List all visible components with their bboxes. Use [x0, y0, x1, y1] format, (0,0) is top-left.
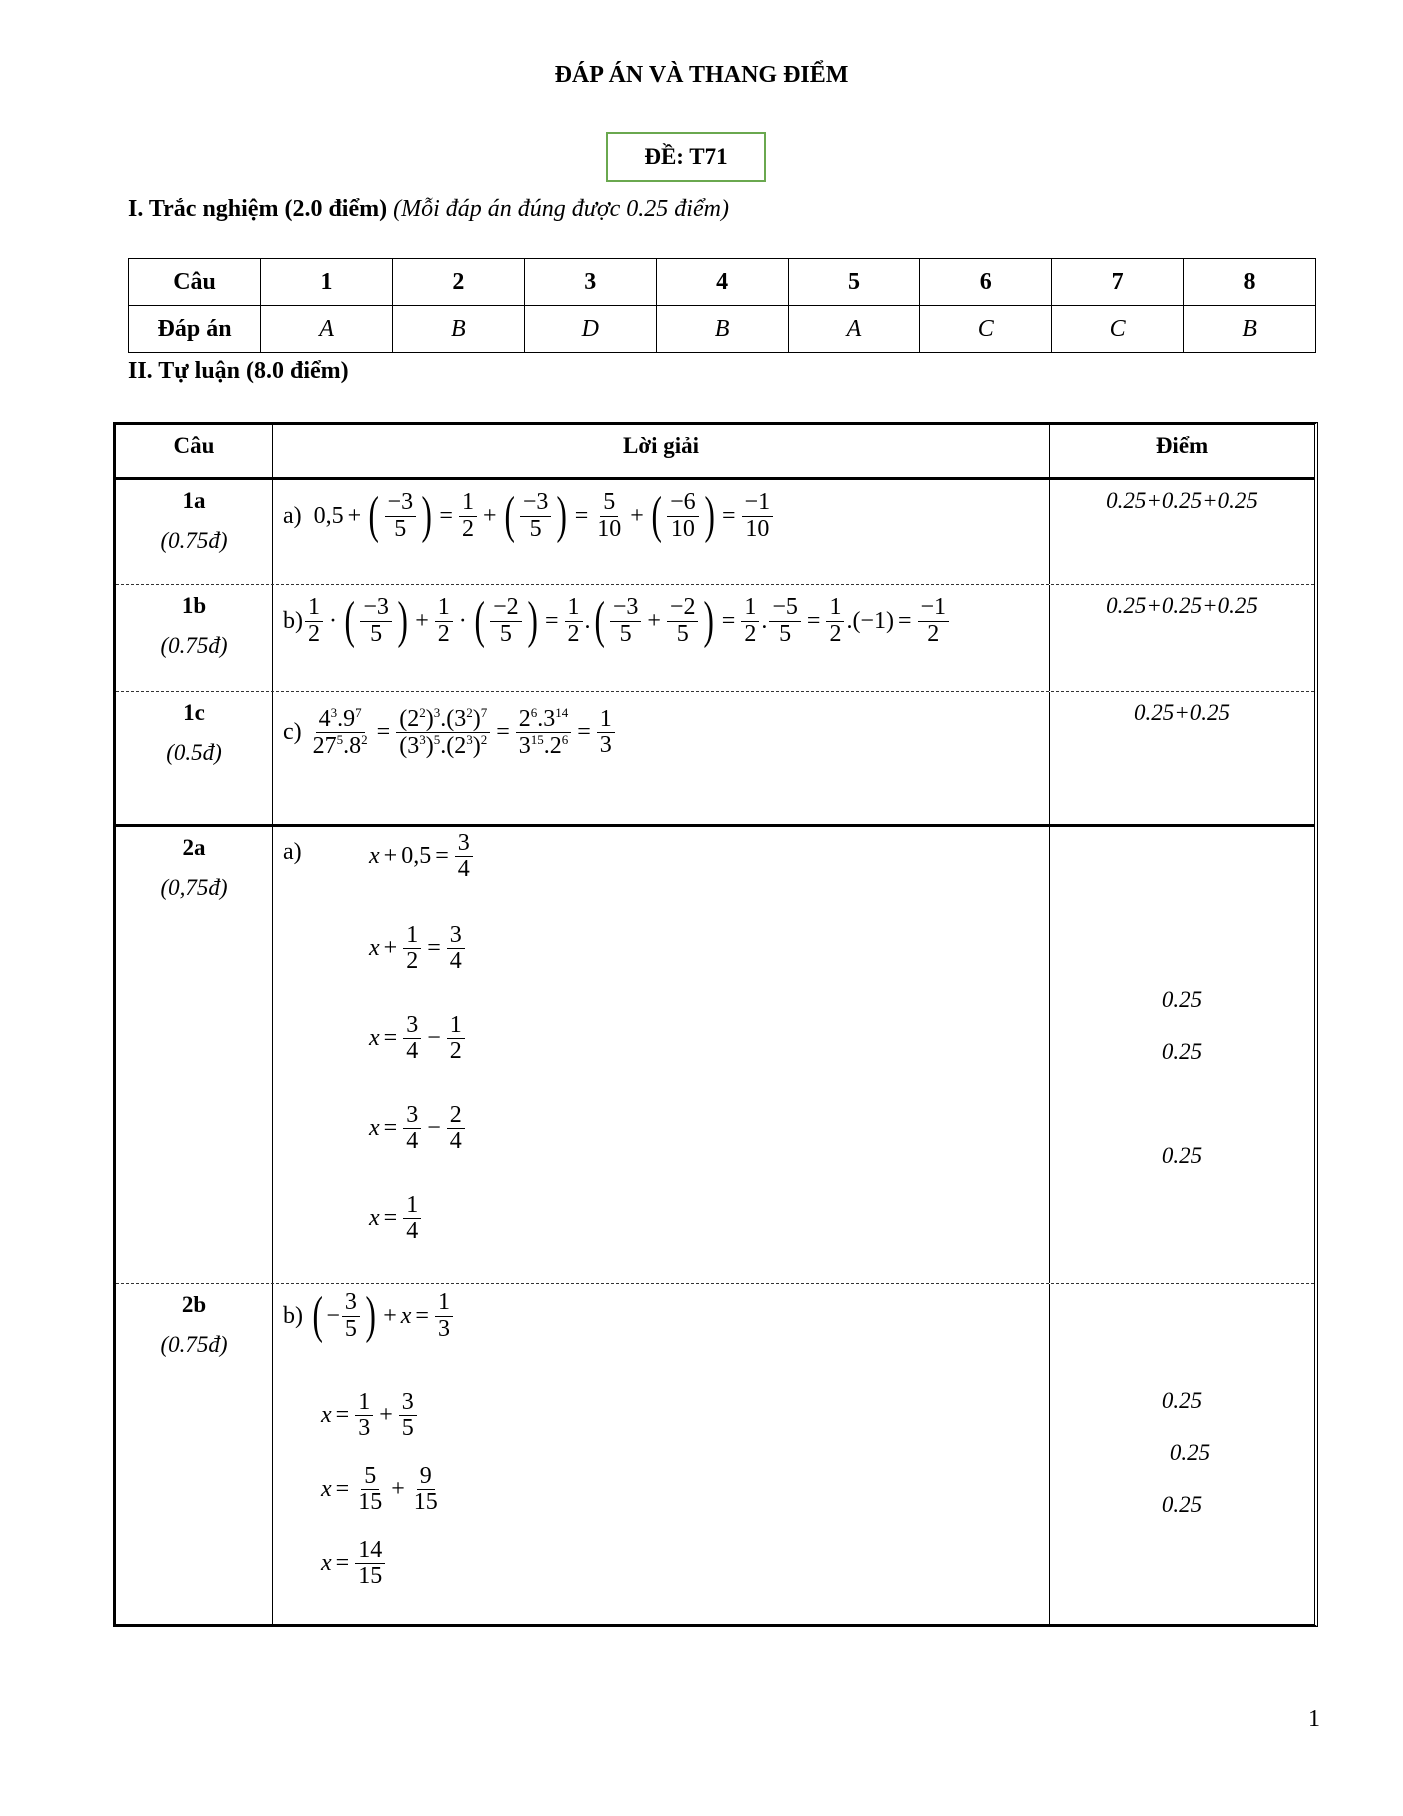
mc-label-question: Câu [129, 259, 261, 306]
mc-a5: A [788, 306, 920, 353]
score-step3: 0.25 [1161, 1492, 1203, 1517]
question-number: 2a [182, 835, 206, 860]
mc-a6: C [920, 306, 1052, 353]
mc-a4: B [656, 306, 788, 353]
section2-title: II. Tự luận (8.0 điểm) [128, 358, 349, 384]
mc-a3: D [524, 306, 656, 353]
solution-2a-line1-eq: x + 0,5 = $\frac{3}{4}$ [369, 831, 475, 882]
mc-q5: 5 [788, 259, 920, 306]
question-number: 1a [182, 488, 206, 513]
multiple-choice-table [128, 258, 1316, 353]
mc-a8: B [1184, 306, 1316, 353]
col-question-header: Câu [116, 425, 273, 477]
essay-row-2b [116, 1283, 1314, 1624]
mc-q1: 1 [261, 259, 393, 306]
solution-cell [273, 827, 1050, 1283]
score-step1: 0.25 [1161, 987, 1203, 1012]
section1-title: I. Trắc nghiệm (2.0 điểm) [128, 196, 388, 222]
solution-1a: a) 0,5 + ( $\frac{-3}{5}$ ) = $\frac{1}{2}$ + ( $\frac{-3}{5}$ ) = $\frac{5}{10}$ + ( $\frac{-6}{10}$ ) = $\frac{-1}{10}$ [283, 490, 775, 542]
score-step2: 0.25 [1169, 1440, 1211, 1465]
solution-2a-line1: a) [283, 839, 302, 865]
points-cell [1050, 480, 1314, 584]
score: 0.25+0.25+0.25 [1106, 593, 1258, 618]
mc-label-answer: Đáp án [129, 306, 261, 353]
col-points-header: Điểm [1155, 433, 1209, 458]
question-points: (0.75đ) [160, 1332, 228, 1357]
points-cell [1050, 585, 1314, 691]
col-solution-header: Lời giải [273, 425, 1050, 477]
question-points: (0.5đ) [166, 740, 222, 765]
page-title: ĐÁP ÁN VÀ THANG ĐIỂM [554, 62, 849, 88]
mc-q7: 7 [1052, 259, 1184, 306]
solution-cell [273, 1284, 1050, 1624]
question-cell [116, 585, 273, 691]
mc-q4: 4 [656, 259, 788, 306]
mc-a1: A [261, 306, 393, 353]
solution-2a-line2: x + $\frac{1}{2}$ = $\frac{3}{4}$ [369, 923, 467, 974]
essay-row-1b [116, 584, 1314, 691]
question-number: 2b [181, 1292, 207, 1317]
solution-2b-line4: x = $\frac{14}{15}$ [321, 1538, 387, 1589]
solution-2a-line5: x = $\frac{1}{4}$ [369, 1193, 423, 1244]
score-step1: 0.25 [1161, 1388, 1203, 1413]
question-cell [116, 1284, 273, 1624]
score-step3: 0.25 [1161, 1143, 1203, 1168]
solution-2a-line4: x = $\frac{3}{4}$ − $\frac{2}{4}$ [369, 1103, 467, 1154]
mc-q6: 6 [920, 259, 1052, 306]
mc-a2: B [392, 306, 524, 353]
question-number: 1b [181, 593, 207, 618]
question-cell [116, 827, 273, 1283]
solution-1b: b) $\frac{1}{2}$ · ( $\frac{-3}{5}$ ) + $\frac{1}{2}$ · ( $\frac{-2}{5}$ ) = $\frac{1}{2}$ . ( $\frac{-3}{5}$ + $\frac{-2}{5}$ ) = $\frac{1}{2}$ . $\frac{-5}{5}$ = $\frac{1}{2}$ .(−1) = $\frac{-1}{2}$ [283, 595, 951, 647]
solution-cell [273, 480, 1050, 584]
points-cell [1050, 1284, 1314, 1624]
question-cell [116, 692, 273, 824]
section1-note: (Mỗi đáp án đúng được 0.25 điểm) [393, 196, 729, 222]
solution-2b-line1: b) ( − $\frac{3}{5}$ ) + x = $\frac{1}{3}$ [283, 1290, 455, 1342]
essay-table [113, 422, 1318, 1627]
question-points: (0.75đ) [160, 633, 228, 658]
solution-2b-line2: x = $\frac{1}{3}$ + $\frac{3}{5}$ [321, 1390, 419, 1441]
question-points: (0.75đ) [160, 528, 228, 553]
essay-row-2a [116, 824, 1314, 1283]
question-points: (0,75đ) [160, 875, 228, 900]
solution-cell [273, 692, 1050, 824]
score: 0.25+0.25 [1133, 700, 1231, 725]
mc-a7: C [1052, 306, 1184, 353]
solution-2b-line3: x = $\frac{5}{15}$ + $\frac{9}{15}$ [321, 1463, 438, 1516]
score: 0.25+0.25+0.25 [1106, 488, 1258, 513]
page-number: 1 [1308, 1706, 1320, 1732]
exam-code-box: ĐỀ: T71 [606, 132, 766, 182]
mc-question-row [129, 259, 1316, 306]
question-cell [116, 480, 273, 584]
essay-row-1c [116, 691, 1314, 824]
essay-row-1a [116, 480, 1314, 584]
solution-cell [273, 585, 1050, 691]
solution-2a-line3: x = $\frac{3}{4}$ − $\frac{1}{2}$ [369, 1013, 467, 1064]
points-cell [1050, 692, 1314, 824]
mc-q2: 2 [392, 259, 524, 306]
question-number: 1c [183, 700, 205, 725]
mc-q8: 8 [1184, 259, 1316, 306]
mc-answer-row [129, 306, 1316, 353]
solution-1c: c) $\frac{4^3.9^7}{27^5.8^2}$ = $\frac{(2^2)^3.(3^2)^7}{(3^3)^5.(2^3)^2}$ = $\frac{2^6.3^{14}}{3^{15}.2^6}$ = $\frac{1}{3}$ [283, 706, 617, 759]
section1-heading [128, 196, 729, 223]
score-step2: 0.25 [1161, 1039, 1203, 1064]
section2-heading [128, 358, 349, 385]
essay-header-row [116, 425, 1314, 480]
mc-q3: 3 [524, 259, 656, 306]
points-cell [1050, 827, 1314, 1283]
